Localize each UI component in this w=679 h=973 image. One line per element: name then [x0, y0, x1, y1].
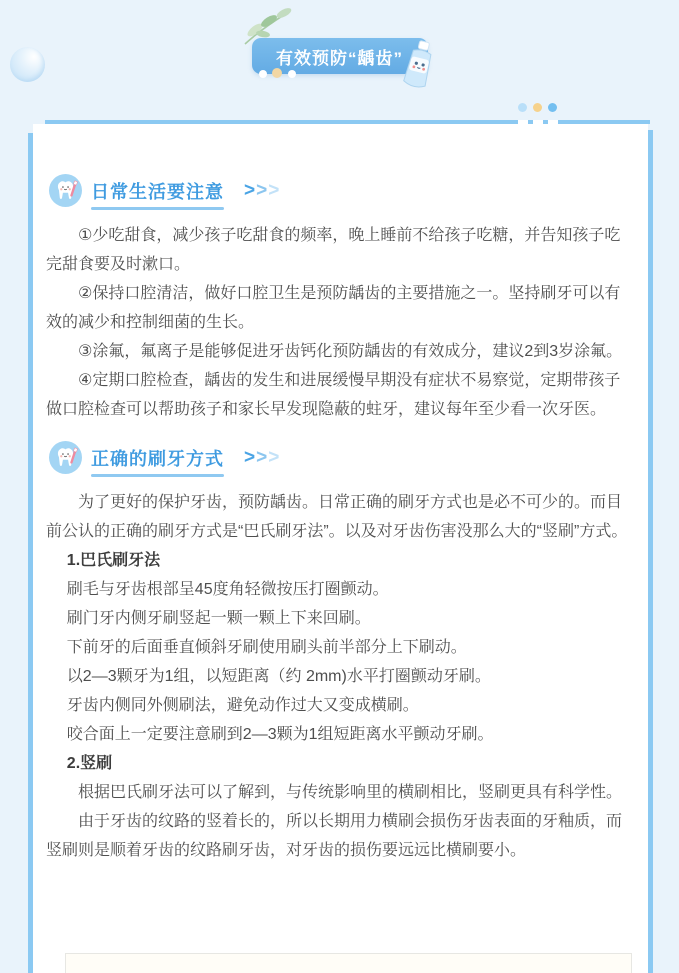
- banner-dot-icon: [288, 70, 296, 78]
- triple-chevron-icon: >>>: [244, 180, 281, 201]
- paragraph: 根据巴氏刷牙法可以了解到，与传统影响里的横刷相比，竖刷更具有科学性。: [78, 784, 623, 801]
- tooth-icon: [49, 441, 82, 474]
- content-card: [33, 124, 648, 973]
- step-line: 牙齿内侧同外侧刷法，避免动作过大又变成横刷。: [66, 697, 419, 714]
- paragraph: ②保持口腔清洁，做好口腔卫生是预防龋齿的主要措施之一。坚持刷牙可以有效的减少和控制细菌的生长。: [46, 285, 621, 331]
- card-frame-right: [648, 130, 653, 973]
- card-frame-top: [45, 120, 650, 124]
- section-title-brushing-method: 正确的刷牙方式: [91, 448, 224, 469]
- subheading-vertical-brush: 2.竖刷: [66, 755, 113, 772]
- bubble-decoration-icon: [10, 47, 45, 82]
- section-header-daily-care: [49, 174, 635, 207]
- section-body-daily-care: [46, 221, 635, 424]
- step-line: 刷毛与牙齿根部呈45度角轻微按压打圈颤动。: [66, 581, 389, 598]
- step-line: 以2—3颗牙为1组，以短距离（约 2mm)水平打圈颤动牙刷。: [66, 668, 491, 685]
- title-underline: [91, 474, 224, 477]
- section-title-daily-care: 日常生活要注意: [91, 181, 224, 202]
- paragraph: ①少吃甜食，减少孩子吃甜食的频率，晚上睡前不给孩子吃糖，并告知孩子吃完甜食要及时漱口。: [46, 227, 621, 273]
- step-line: 刷门牙内侧牙刷竖起一颗一颗上下来回刷。: [66, 610, 371, 627]
- card-dots-decoration: [518, 103, 557, 112]
- frame-dash: [548, 120, 558, 124]
- paragraph: 为了更好的保护牙齿，预防龋齿。日常正确的刷牙方式也是必不可少的。而目前公认的正确的刷牙方式是“巴氏刷牙法”。以及对牙齿伤害没那么大的“竖刷”方式。: [46, 494, 628, 540]
- banner-dot-icon: [272, 68, 282, 78]
- paragraph: 由于牙齿的纹路的竖着长的，所以长期用力横刷会损伤牙齿表面的牙釉质，而竖刷则是顺着牙齿的纹路刷牙齿，对牙齿的损伤要远远比横刷要小。: [46, 813, 623, 859]
- subheading-bass-method: 1.巴氏刷牙法: [66, 552, 161, 569]
- tooth-icon: [49, 174, 82, 207]
- dot-icon: [548, 103, 557, 112]
- frame-dash: [518, 120, 528, 124]
- frame-dash: [533, 120, 543, 124]
- dot-icon: [518, 103, 527, 112]
- title-underline: [91, 207, 224, 210]
- dot-icon: [533, 103, 542, 112]
- page-title: 有效预防“龋齿”: [276, 48, 403, 68]
- step-line: 咬合面上一定要注意刷到2—3颗为1组短距离水平颤动牙刷。: [66, 726, 494, 743]
- bottom-image-box: [65, 953, 632, 973]
- page-title-banner: [252, 38, 428, 74]
- paragraph: ④定期口腔检查，龋齿的发生和进展缓慢早期没有症状不易察觉，定期带孩子做口腔检查可以帮助孩子和家长早发现隐蔽的蛀牙，建议每年至少看一次牙医。: [46, 372, 621, 418]
- section-title-wrap: [91, 178, 224, 204]
- section-header-brushing-method: [49, 441, 635, 474]
- paragraph: ③涂氟，氟离子是能够促进牙齿钙化预防龋齿的有效成分，建议2到3岁涂氟。: [78, 343, 623, 360]
- section-body-brushing-method: [46, 488, 635, 865]
- section-title-wrap: [91, 445, 224, 471]
- triple-chevron-icon: >>>: [244, 447, 281, 468]
- banner-dot-icon: [259, 70, 267, 78]
- step-line: 下前牙的后面垂直倾斜牙刷使用刷头前半部分上下刷动。: [66, 639, 467, 656]
